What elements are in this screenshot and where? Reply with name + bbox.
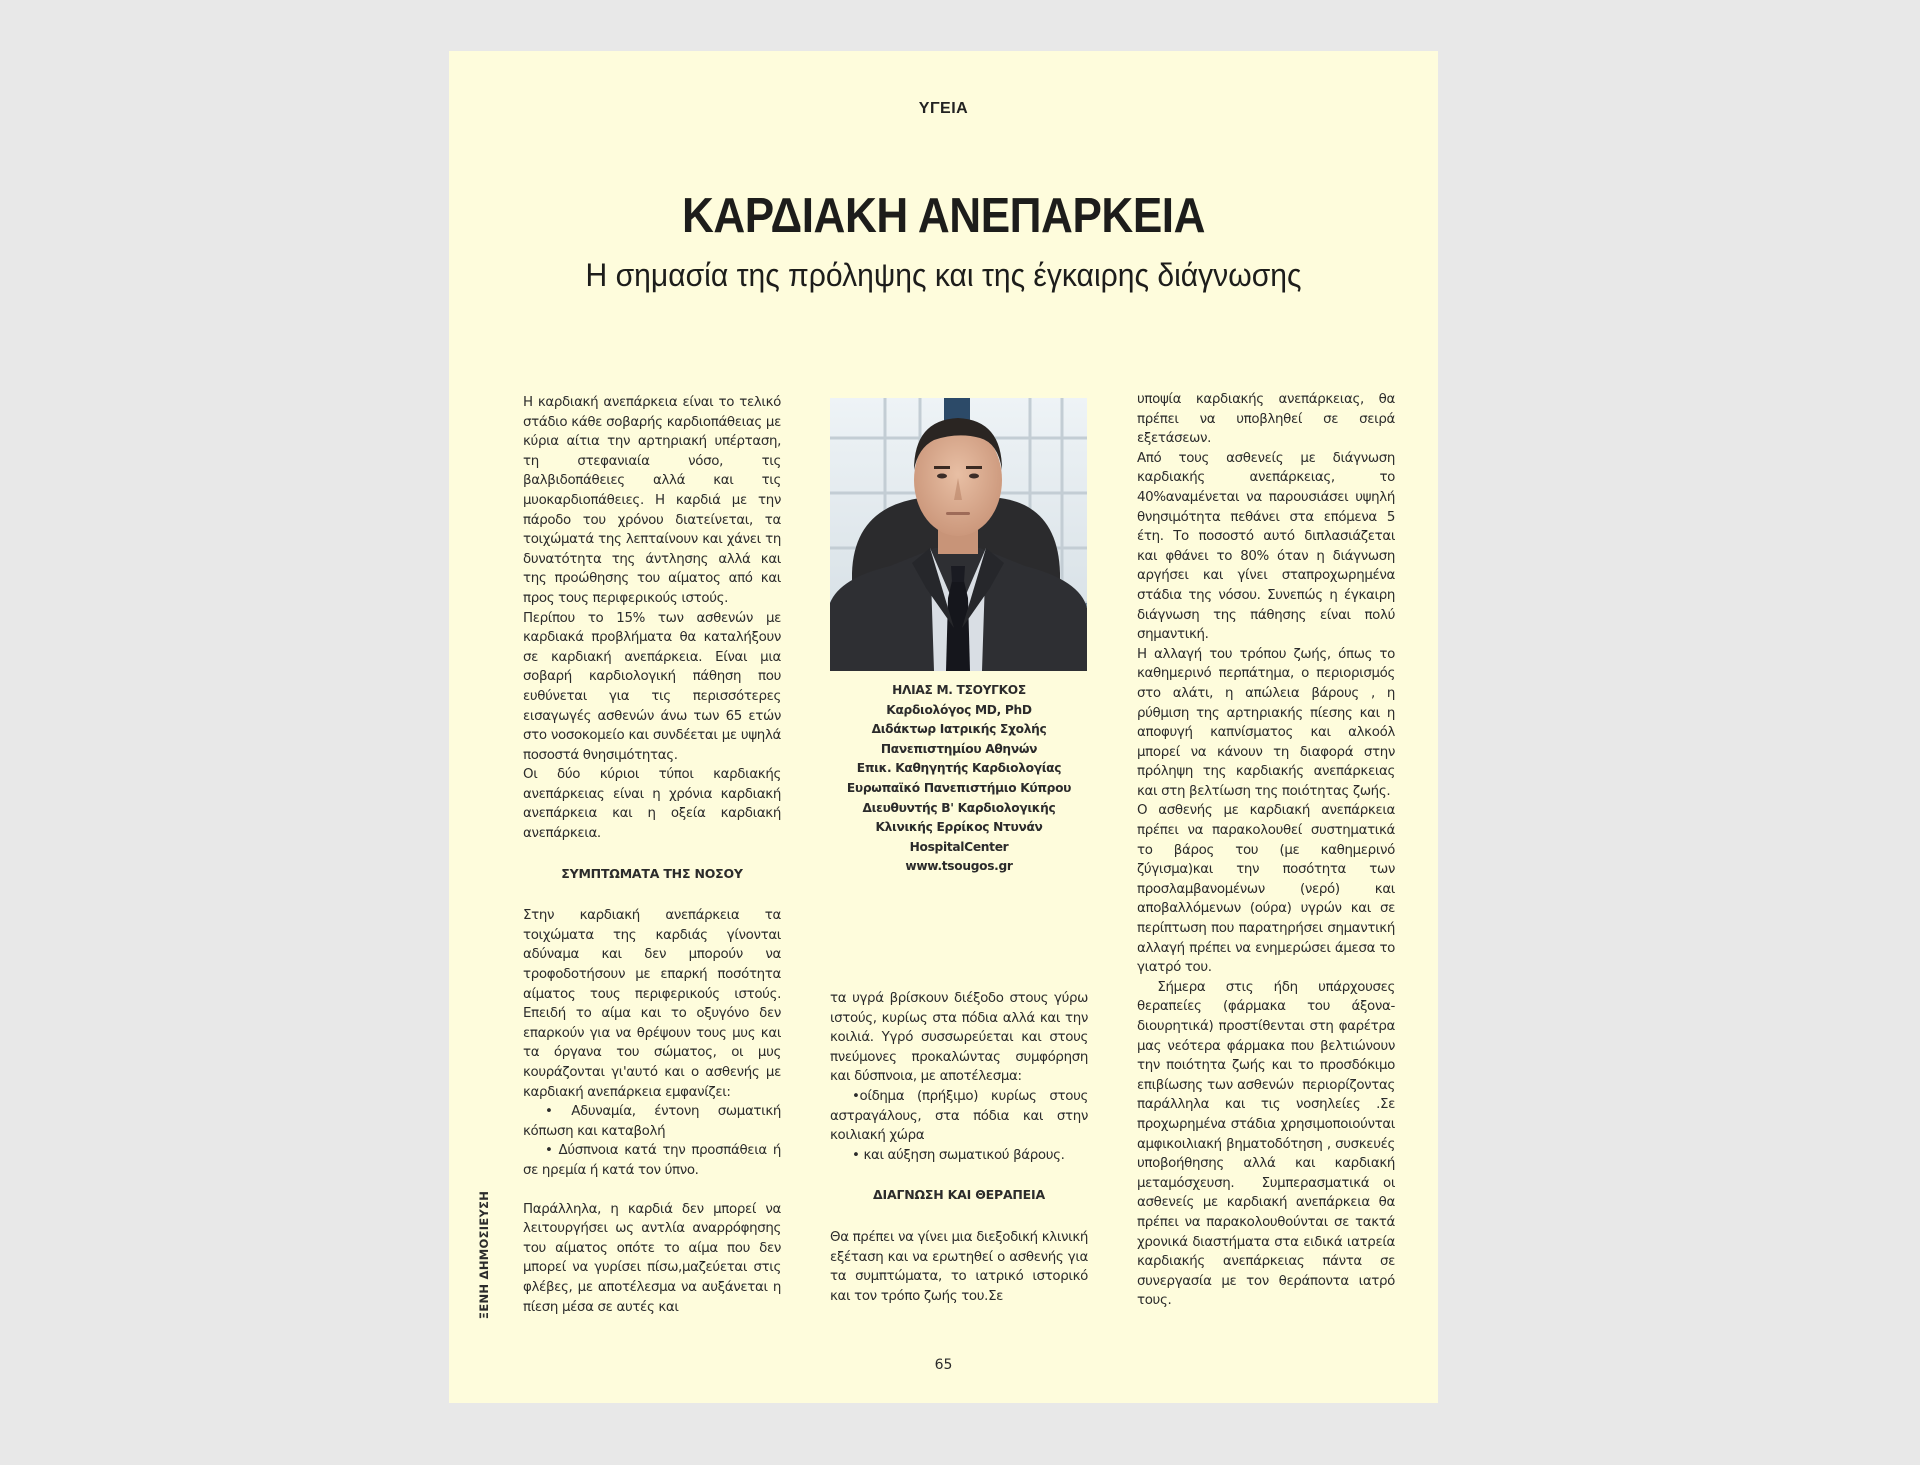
article-subtitle: Η σημασία της πρόληψης και της έγκαιρης διάγνωσης	[585, 257, 1302, 293]
author-portrait-photo	[830, 398, 1087, 671]
column-3	[1137, 390, 1399, 1311]
column-2	[830, 989, 1088, 1306]
author-credential: Καρδιολόγος MD, PhD	[886, 702, 1032, 717]
author-website: www.tsougos.gr	[905, 859, 1013, 874]
author-credential: HospitalCenter	[909, 839, 1009, 854]
author-credential: Πανεπιστημίου Αθηνών	[880, 741, 1038, 756]
bullet-item: •οίδημα (πρήξιμο) κυρίως στους αστραγάλους, στα πόδια και στην κοιλιακή χώρα	[830, 1088, 1088, 1144]
paragraph: Στην καρδιακή ανεπάρκεια τα τοιχώματα της καρδιάς γίνονται αδύναμα και δεν μπορούν να τροφοδοτήσουν με επαρκή ποσότητα αίματος τους περιφερικούς ιστούς. Επειδή το αίμα και το οξυγόνο δεν επαρκούν για να θρέψουν τους μυς και τα όργανα του σώματος, οι μυς κουράζονται γι'αυτό και ο ασθενής με καρδιακή ανεπάρκεια εμφανίζει:	[523, 908, 781, 1100]
paragraph: τα υγρά βρίσκουν διέξοδο στους γύρω ιστούς, κυρίως στα πόδια αλλά και την κοιλιά. Υγρό συσσωρεύεται και στους πνεύμονες προκαλώντας συμφόρηση και δύσπνοια, με αποτέλεσμα:	[830, 991, 1088, 1085]
section-label: ΥΓΕΙΑ	[918, 100, 969, 117]
paragraph: Περίπου το 15% των ασθενών με καρδιακά προβλήματα θα καταλήξουν σε καρδιακή ανεπάρκεια. Είναι μια σοβαρή καρδιολογική πάθηση που ευθύνεται για τις περισσότερες εισαγωγές ασθενών άνω των 65 ετών στο νοσοκομείο και συνδέεται με υψηλά ποσοστά θνησιμότητας.	[523, 610, 781, 763]
paragraph: Παράλληλα, η καρδιά δεν μπορεί να λειτουργήσει ως αντλία αναρρόφησης του αίματος οπότε το αίμα που δεν μπορεί να γυρίσει πίσω,μαζεύεται στις φλέβες, με αποτέλεσμα να αυξάνεται η πίεση μέσα σε αυτές και	[523, 1201, 781, 1315]
section-heading-diagnosis: ΔΙΑΓΝΩΣΗ ΚΑΙ ΘΕΡΑΠΕΙΑ	[873, 1187, 1045, 1203]
paragraph: Η αλλαγή του τρόπου ζωής, όπως το καθημερινό περπάτημα, ο περιορισμός στο αλάτι, η απώλεια βάρους , η ρύθμιση της αρτηριακής πίεσης και η αποφυγή καπνίσματος και αλκοόλ μπορεί να κάνουν τη διαφορά στην πρόληψη της καρδιακής ανεπάρκειας και στη βελτίωση της ποιότητας ζωής.	[1137, 646, 1395, 799]
page-number: 65	[934, 1357, 953, 1373]
article-title: ΚΑΡΔΙΑΚΗ ΑΝΕΠΑΡΚΕΙΑ	[682, 189, 1205, 243]
sponsored-label-text: ΞΕΝΗ ΔΗΜΟΣΙΕΥΣΗ	[477, 1190, 491, 1320]
bullet-item: • και αύξηση σωματικού βάρους.	[852, 1147, 1065, 1163]
paragraph: Η καρδιακή ανεπάρκεια είναι το τελικό στάδιο κάθε σοβαρής καρδιοπάθειας με κύρια αίτια την αρτηριακή υπέρταση, τη στεφανιαία νόσο, τις βαλβιδοπάθειες αλλά και τις μυοκαρδιοπάθειες. Η καρδιά με την πάροδο του χρόνου διατείνεται, τα τοιχώματά της λεπταίνουν και χάνει τη δυνατότητα της άντλησης αλλά και της προώθησης του αίματος από και προς τους περιφερικούς ιστούς.	[523, 395, 781, 606]
author-credential: Ευρωπαϊκό Πανεπιστήμιο Κύπρου	[846, 780, 1072, 795]
column-1	[523, 393, 781, 1317]
author-credential: Κλινικής Ερρίκος Ντυνάν	[875, 820, 1043, 835]
portrait-photo-icon	[830, 398, 1087, 671]
section-heading-symptoms: ΣΥΜΠΤΩΜΑΤΑ ΤΗΣ ΝΟΣΟΥ	[561, 865, 743, 881]
paragraph: Σήμερα στις ήδη υπάρχουσες θεραπείες (φάρμακα του άξονα-διουρητικά) προστίθενται στη φαρέτρα μας νεότερα φάρμακα που βελτιώνουν την ποιότητα ζωής και το προσδόκιμο επιβίωσης των ασθενών περιορίζοντας παράλληλα και τις νοσηλείες .Σε προχωρημένα στάδια χρησιμοποιούνται αμφικοιλιακή βηματοδότηση , συσκευές υποβοήθησης αλλά και καρδιακή μεταμόσχευση. Συμπερασματικά οι ασθενείς με καρδιακή ανεπάρκεια θα πρέπει να παρακολουθούνται σε τακτά χρονικά διαστήματα στα ειδικά ιατρεία καρδιακής ανεπάρκειας πάντα σε συνεργασία με τον θεράποντα ιατρό τους.	[1137, 979, 1399, 1309]
paragraph: Από τους ασθενείς με διάγνωση καρδιακής ανεπάρκειας, το 40%αναμένεται να παρουσιάσει υψηλή θνησιμότητα πεθάνει στα επόμενα 5 έτη. Το ποσοστό αυτό διπλασιάζεται και φθάνει το 80% όταν η διάγνωση αργήσει και γίνει σταπροχωρημένα στάδια της νόσου. Συνεπώς η έγκαιρη διάγνωση της πάθησης είναι πολύ σημαντική.	[1137, 450, 1395, 643]
paragraph: υποψία καρδιακής ανεπάρκειας, θα πρέπει να υποβληθεί σε σειρά εξετάσεων.	[1137, 392, 1395, 447]
paragraph: Οι δύο κύριοι τύποι καρδιακής ανεπάρκειας είναι η χρόνια καρδιακή ανεπάρκεια και η οξεία καρδιακή ανεπάρκεια.	[523, 767, 781, 842]
author-credential: Διδάκτωρ Ιατρικής Σχολής	[871, 722, 1047, 737]
paragraph: Ο ασθενής με καρδιακή ανεπάρκεια πρέπει να παρακολουθεί συστηματικά το βάρος του (με καθημερινό ζύγισμα)και την ποσότητα των προσλαμβανομένων (νερό) και αποβαλλόμενων (ούρα) υγρών και σε περίπτωση που παρατηρήσει σημαντική αλλαγή πρέπει να ενημερώσει άμεσα το γιατρό του.	[1137, 803, 1395, 976]
bullet-item: • Δύσπνοια κατά την προσπάθεια ή σε ηρεμία ή κατά τον ύπνο.	[523, 1143, 781, 1178]
author-name: ΗΛΙΑΣ Μ. ΤΣΟΥΓΚΟΣ	[892, 683, 1026, 697]
magazine-page	[449, 51, 1438, 1403]
author-credential: Επικ. Καθηγητής Καρδιολογίας	[856, 761, 1062, 776]
sponsored-label	[474, 1190, 494, 1320]
paragraph: Θα πρέπει να γίνει μια διεξοδική κλινική εξέταση και να ερωτηθεί ο ασθενής για τα συμπτώματα, το ιατρικό ιστορικό και τον τρόπο ζωής του.Σε	[830, 1229, 1088, 1304]
author-credential: Διευθυντής Β' Καρδιολογικής	[862, 800, 1056, 815]
bullet-item: • Αδυναμία, έντονη σωματική κόπωση και καταβολή	[523, 1104, 781, 1139]
author-caption	[809, 681, 1109, 877]
